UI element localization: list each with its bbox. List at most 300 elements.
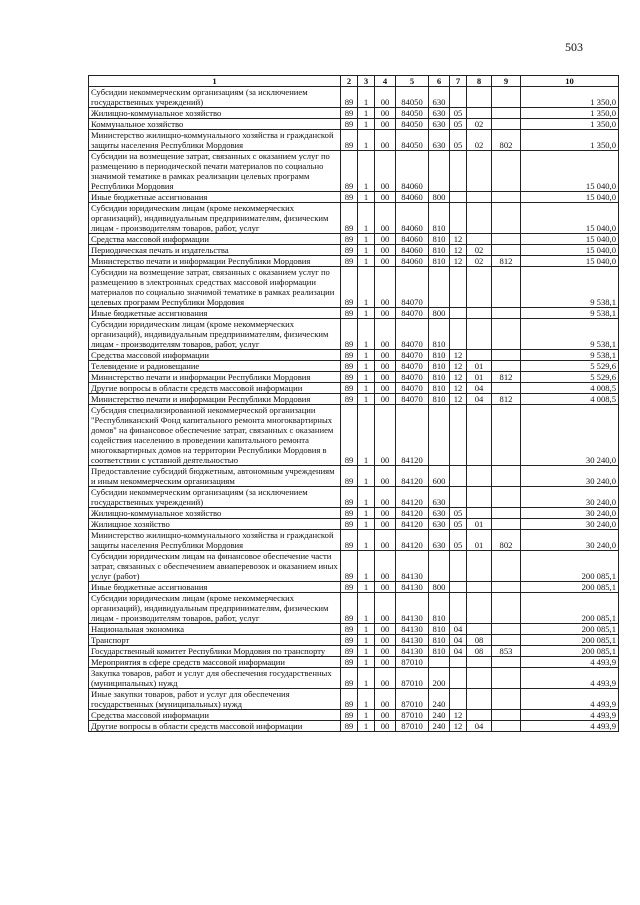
table-row — [89, 256, 619, 267]
amount-cell: 15 040,0 — [521, 245, 619, 256]
code-cell: 87010 — [396, 689, 429, 710]
amount-cell: 200 085,1 — [521, 551, 619, 582]
table-row — [89, 319, 619, 350]
code-cell: 84060 — [396, 203, 429, 234]
code-cell: 12 — [450, 350, 467, 361]
row-name-cell: Министерство печати и информации Республики Мордовия — [89, 256, 341, 267]
amount-cell: 15 040,0 — [521, 151, 619, 192]
code-cell: 00 — [375, 203, 396, 234]
code-cell: 12 — [450, 383, 467, 394]
code-cell: 810 — [429, 245, 450, 256]
code-cell: 810 — [429, 593, 450, 624]
header-cell: 6 — [429, 76, 450, 87]
amount-cell: 5 529,6 — [521, 361, 619, 372]
code-cell: 00 — [375, 487, 396, 508]
code-cell: 00 — [375, 668, 396, 689]
code-cell: 05 — [450, 119, 467, 130]
code-cell: 1 — [358, 466, 375, 487]
row-name-cell: Жилищное хозяйство — [89, 519, 341, 530]
code-cell: 200 — [429, 668, 450, 689]
row-name-cell: Министерство жилищно-коммунального хозяйства и гражданской защиты населения Республики Мордовия — [89, 530, 341, 551]
code-cell: 05 — [450, 508, 467, 519]
code-cell: 04 — [450, 646, 467, 657]
code-cell — [492, 624, 521, 635]
code-cell: 1 — [358, 234, 375, 245]
code-cell: 00 — [375, 394, 396, 405]
code-cell: 810 — [429, 624, 450, 635]
code-cell: 810 — [429, 646, 450, 657]
code-cell: 1 — [358, 372, 375, 383]
code-cell: 89 — [341, 350, 358, 361]
code-cell: 89 — [341, 361, 358, 372]
code-cell — [467, 267, 492, 308]
code-cell: 810 — [429, 203, 450, 234]
code-cell — [467, 405, 492, 466]
code-cell: 1 — [358, 267, 375, 308]
row-name-cell: Субсидии некоммерческим организациям (за исключением государственных учреждений) — [89, 87, 341, 108]
code-cell — [450, 668, 467, 689]
code-cell — [450, 267, 467, 308]
code-cell: 00 — [375, 308, 396, 319]
code-cell: 1 — [358, 657, 375, 668]
header-cell: 8 — [467, 76, 492, 87]
code-cell: 84060 — [396, 151, 429, 192]
amount-cell: 200 085,1 — [521, 593, 619, 624]
code-cell: 84120 — [396, 405, 429, 466]
code-cell: 00 — [375, 593, 396, 624]
code-cell: 84070 — [396, 372, 429, 383]
code-cell: 800 — [429, 582, 450, 593]
table-row — [89, 668, 619, 689]
amount-cell: 4 008,5 — [521, 383, 619, 394]
code-cell — [450, 151, 467, 192]
code-cell: 84050 — [396, 119, 429, 130]
table-row — [89, 372, 619, 383]
code-cell: 1 — [358, 405, 375, 466]
code-cell: 1 — [358, 582, 375, 593]
code-cell — [492, 721, 521, 732]
code-cell: 00 — [375, 721, 396, 732]
code-cell: 00 — [375, 372, 396, 383]
code-cell: 630 — [429, 87, 450, 108]
amount-cell: 30 240,0 — [521, 519, 619, 530]
code-cell: 89 — [341, 372, 358, 383]
code-cell: 84060 — [396, 245, 429, 256]
code-cell: 00 — [375, 151, 396, 192]
code-cell: 812 — [492, 372, 521, 383]
code-cell — [492, 405, 521, 466]
header-row — [89, 76, 619, 87]
code-cell: 1 — [358, 108, 375, 119]
code-cell — [492, 87, 521, 108]
code-cell: 12 — [450, 394, 467, 405]
code-cell: 630 — [429, 119, 450, 130]
code-cell — [450, 487, 467, 508]
code-cell: 89 — [341, 582, 358, 593]
row-name-cell: Предоставление субсидий бюджетным, автономным учреждениям и иным некоммерческим организациям — [89, 466, 341, 487]
code-cell — [450, 192, 467, 203]
table-row — [89, 593, 619, 624]
code-cell: 1 — [358, 130, 375, 151]
code-cell: 1 — [358, 394, 375, 405]
table-row — [89, 519, 619, 530]
code-cell: 00 — [375, 108, 396, 119]
code-cell: 89 — [341, 308, 358, 319]
code-cell: 00 — [375, 466, 396, 487]
table-row — [89, 308, 619, 319]
code-cell — [492, 245, 521, 256]
code-cell: 04 — [467, 394, 492, 405]
code-cell: 00 — [375, 119, 396, 130]
table-row — [89, 361, 619, 372]
code-cell: 00 — [375, 635, 396, 646]
code-cell: 630 — [429, 530, 450, 551]
amount-cell: 4 493,9 — [521, 689, 619, 710]
header-cell: 3 — [358, 76, 375, 87]
code-cell: 1 — [358, 519, 375, 530]
code-cell: 01 — [467, 361, 492, 372]
code-cell — [450, 405, 467, 466]
header-cell: 7 — [450, 76, 467, 87]
code-cell — [492, 267, 521, 308]
code-cell: 84120 — [396, 508, 429, 519]
code-cell: 89 — [341, 635, 358, 646]
code-cell: 84070 — [396, 394, 429, 405]
code-cell — [450, 689, 467, 710]
table-body — [89, 87, 619, 732]
table-row — [89, 689, 619, 710]
code-cell: 05 — [450, 519, 467, 530]
code-cell: 00 — [375, 710, 396, 721]
amount-cell: 15 040,0 — [521, 192, 619, 203]
code-cell: 12 — [450, 372, 467, 383]
code-cell: 00 — [375, 245, 396, 256]
code-cell: 89 — [341, 234, 358, 245]
code-cell — [429, 267, 450, 308]
code-cell: 1 — [358, 308, 375, 319]
code-cell: 02 — [467, 130, 492, 151]
row-name-cell: Иные бюджетные ассигнования — [89, 308, 341, 319]
table-row — [89, 394, 619, 405]
amount-cell: 4 493,9 — [521, 710, 619, 721]
code-cell: 600 — [429, 466, 450, 487]
amount-cell: 9 538,1 — [521, 350, 619, 361]
code-cell: 240 — [429, 721, 450, 732]
code-cell: 87010 — [396, 710, 429, 721]
code-cell: 00 — [375, 624, 396, 635]
code-cell: 04 — [450, 624, 467, 635]
code-cell — [492, 319, 521, 350]
code-cell — [429, 151, 450, 192]
code-cell — [450, 466, 467, 487]
row-name-cell: Субсидии юридическим лицам на финансовое обеспечение части затрат, связанных с обеспечением авиаперевозок и оказанием иных услуг (работ) — [89, 551, 341, 582]
code-cell: 89 — [341, 551, 358, 582]
code-cell: 12 — [450, 234, 467, 245]
code-cell: 00 — [375, 256, 396, 267]
code-cell: 1 — [358, 551, 375, 582]
code-cell: 02 — [467, 245, 492, 256]
code-cell: 89 — [341, 519, 358, 530]
code-cell — [450, 593, 467, 624]
code-cell: 1 — [358, 624, 375, 635]
amount-cell: 4 493,9 — [521, 668, 619, 689]
code-cell — [429, 551, 450, 582]
code-cell: 810 — [429, 319, 450, 350]
code-cell: 05 — [450, 530, 467, 551]
code-cell: 84070 — [396, 308, 429, 319]
code-cell: 1 — [358, 593, 375, 624]
row-name-cell: Субсидии на возмещение затрат, связанных с оказанием услуг по размещению в электронных средствах массовой информации материалов по социально значимой тематике в рамках реализации целевых программ Республики Мордовия — [89, 267, 341, 308]
table-row — [89, 466, 619, 487]
table-row — [89, 192, 619, 203]
table-row — [89, 267, 619, 308]
code-cell: 00 — [375, 192, 396, 203]
code-cell: 00 — [375, 350, 396, 361]
code-cell: 87010 — [396, 721, 429, 732]
code-cell: 84120 — [396, 530, 429, 551]
table-row — [89, 487, 619, 508]
code-cell: 84060 — [396, 192, 429, 203]
code-cell: 89 — [341, 203, 358, 234]
row-name-cell: Периодическая печать и издательства — [89, 245, 341, 256]
code-cell: 84120 — [396, 487, 429, 508]
code-cell: 01 — [467, 372, 492, 383]
row-name-cell: Министерство печати и информации Республики Мордовия — [89, 394, 341, 405]
code-cell: 84050 — [396, 108, 429, 119]
code-cell — [492, 635, 521, 646]
code-cell: 89 — [341, 657, 358, 668]
code-cell: 00 — [375, 87, 396, 108]
table-row — [89, 119, 619, 130]
code-cell — [492, 350, 521, 361]
table-row — [89, 350, 619, 361]
row-name-cell: Иные закупки товаров, работ и услуг для обеспечения государственных (муниципальных) нужд — [89, 689, 341, 710]
amount-cell: 30 240,0 — [521, 508, 619, 519]
code-cell — [450, 582, 467, 593]
code-cell: 89 — [341, 508, 358, 519]
code-cell: 89 — [341, 319, 358, 350]
code-cell — [467, 582, 492, 593]
code-cell: 00 — [375, 267, 396, 308]
code-cell: 00 — [375, 234, 396, 245]
code-cell: 84130 — [396, 551, 429, 582]
code-cell — [467, 234, 492, 245]
budget-table — [88, 75, 619, 732]
code-cell — [467, 192, 492, 203]
table-row — [89, 108, 619, 119]
code-cell — [492, 657, 521, 668]
code-cell — [492, 466, 521, 487]
row-name-cell: Жилищно-коммунальное хозяйство — [89, 508, 341, 519]
code-cell — [467, 87, 492, 108]
code-cell — [492, 361, 521, 372]
code-cell: 12 — [450, 245, 467, 256]
code-cell: 12 — [450, 721, 467, 732]
code-cell: 89 — [341, 405, 358, 466]
row-name-cell: Коммунальное хозяйство — [89, 119, 341, 130]
code-cell: 12 — [450, 361, 467, 372]
code-cell — [492, 668, 521, 689]
row-name-cell: Министерство печати и информации Республики Мордовия — [89, 372, 341, 383]
header-cell: 2 — [341, 76, 358, 87]
amount-cell: 200 085,1 — [521, 582, 619, 593]
code-cell: 630 — [429, 130, 450, 151]
code-cell: 800 — [429, 308, 450, 319]
code-cell — [467, 689, 492, 710]
code-cell: 84130 — [396, 646, 429, 657]
code-cell: 00 — [375, 383, 396, 394]
code-cell: 87010 — [396, 657, 429, 668]
row-name-cell: Министерство жилищно-коммунального хозяйства и гражданской защиты населения Республики Мордовия — [89, 130, 341, 151]
code-cell: 00 — [375, 361, 396, 372]
code-cell: 810 — [429, 372, 450, 383]
code-cell — [429, 405, 450, 466]
code-cell: 810 — [429, 350, 450, 361]
amount-cell: 15 040,0 — [521, 234, 619, 245]
code-cell: 810 — [429, 361, 450, 372]
code-cell — [467, 487, 492, 508]
row-name-cell: Средства массовой информации — [89, 350, 341, 361]
table-row — [89, 624, 619, 635]
code-cell — [467, 657, 492, 668]
row-name-cell: Мероприятия в сфере средств массовой информации — [89, 657, 341, 668]
code-cell: 01 — [467, 519, 492, 530]
header-cell: 1 — [89, 76, 341, 87]
row-name-cell: Субсидии некоммерческим организациям (за исключением государственных учреждений) — [89, 487, 341, 508]
code-cell: 00 — [375, 657, 396, 668]
table-row — [89, 635, 619, 646]
code-cell: 89 — [341, 624, 358, 635]
amount-cell: 9 538,1 — [521, 308, 619, 319]
code-cell: 84130 — [396, 593, 429, 624]
code-cell — [492, 519, 521, 530]
code-cell: 12 — [450, 256, 467, 267]
table-row — [89, 657, 619, 668]
code-cell: 89 — [341, 668, 358, 689]
code-cell: 89 — [341, 267, 358, 308]
code-cell: 812 — [492, 394, 521, 405]
code-cell — [450, 319, 467, 350]
code-cell: 89 — [341, 593, 358, 624]
row-name-cell: Государственный комитет Республики Мордовия по транспорту — [89, 646, 341, 657]
code-cell: 84130 — [396, 635, 429, 646]
code-cell: 00 — [375, 130, 396, 151]
code-cell: 89 — [341, 151, 358, 192]
code-cell: 1 — [358, 87, 375, 108]
code-cell — [492, 487, 521, 508]
code-cell: 12 — [450, 710, 467, 721]
code-cell: 87010 — [396, 668, 429, 689]
code-cell: 84060 — [396, 256, 429, 267]
code-cell — [467, 593, 492, 624]
row-name-cell: Транспорт — [89, 635, 341, 646]
code-cell: 08 — [467, 646, 492, 657]
amount-cell: 15 040,0 — [521, 256, 619, 267]
code-cell — [492, 710, 521, 721]
code-cell: 89 — [341, 87, 358, 108]
code-cell: 89 — [341, 108, 358, 119]
code-cell — [492, 108, 521, 119]
code-cell: 1 — [358, 487, 375, 508]
code-cell: 1 — [358, 383, 375, 394]
code-cell: 89 — [341, 245, 358, 256]
row-name-cell: Субсидии юридическим лицам (кроме некоммерческих организаций), индивидуальным предпринимателям, физическим лицам - производителям товаров, работ, услуг — [89, 319, 341, 350]
code-cell — [492, 203, 521, 234]
amount-cell: 200 085,1 — [521, 624, 619, 635]
code-cell — [492, 234, 521, 245]
code-cell: 810 — [429, 394, 450, 405]
code-cell: 812 — [492, 256, 521, 267]
header-cell: 10 — [521, 76, 619, 87]
row-name-cell: Субсидии юридическим лицам (кроме некоммерческих организаций), индивидуальным предпринимателям, физическим лицам - производителям товаров, работ, услуг — [89, 203, 341, 234]
row-name-cell: Иные бюджетные ассигнования — [89, 582, 341, 593]
code-cell: 89 — [341, 394, 358, 405]
code-cell: 89 — [341, 130, 358, 151]
code-cell: 84120 — [396, 519, 429, 530]
amount-cell: 1 350,0 — [521, 87, 619, 108]
code-cell: 84070 — [396, 319, 429, 350]
code-cell: 1 — [358, 530, 375, 551]
amount-cell: 15 040,0 — [521, 203, 619, 234]
amount-cell: 4 008,5 — [521, 394, 619, 405]
table-row — [89, 582, 619, 593]
code-cell: 1 — [358, 635, 375, 646]
code-cell — [492, 508, 521, 519]
code-cell: 1 — [358, 710, 375, 721]
amount-cell: 9 538,1 — [521, 267, 619, 308]
row-name-cell: Средства массовой информации — [89, 710, 341, 721]
code-cell: 84070 — [396, 350, 429, 361]
code-cell — [467, 308, 492, 319]
page-number: 503 — [565, 40, 583, 54]
code-cell: 89 — [341, 689, 358, 710]
code-cell — [467, 151, 492, 192]
table-row — [89, 646, 619, 657]
code-cell — [467, 508, 492, 519]
code-cell: 00 — [375, 689, 396, 710]
code-cell: 89 — [341, 646, 358, 657]
code-cell: 1 — [358, 689, 375, 710]
code-cell: 1 — [358, 350, 375, 361]
code-cell: 89 — [341, 192, 358, 203]
code-cell — [467, 319, 492, 350]
table-row — [89, 551, 619, 582]
code-cell: 84070 — [396, 361, 429, 372]
table-row — [89, 203, 619, 234]
code-cell: 84070 — [396, 267, 429, 308]
code-cell: 240 — [429, 710, 450, 721]
code-cell: 802 — [492, 130, 521, 151]
code-cell: 00 — [375, 646, 396, 657]
header-cell: 5 — [396, 76, 429, 87]
code-cell: 1 — [358, 668, 375, 689]
row-name-cell: Субсидии на возмещение затрат, связанных с оказанием услуг по размещению в периодической печати материалов по социально значимой тематике в рамках реализации целевых программ Республики Мордовия — [89, 151, 341, 192]
code-cell: 630 — [429, 519, 450, 530]
amount-cell: 4 493,9 — [521, 657, 619, 668]
code-cell: 800 — [429, 192, 450, 203]
row-name-cell: Телевидение и радиовещание — [89, 361, 341, 372]
code-cell — [467, 203, 492, 234]
code-cell: 810 — [429, 383, 450, 394]
code-cell: 00 — [375, 519, 396, 530]
amount-cell: 30 240,0 — [521, 487, 619, 508]
code-cell: 89 — [341, 119, 358, 130]
code-cell: 84120 — [396, 466, 429, 487]
code-cell: 1 — [358, 245, 375, 256]
table-row — [89, 383, 619, 394]
code-cell — [467, 350, 492, 361]
code-cell: 1 — [358, 721, 375, 732]
